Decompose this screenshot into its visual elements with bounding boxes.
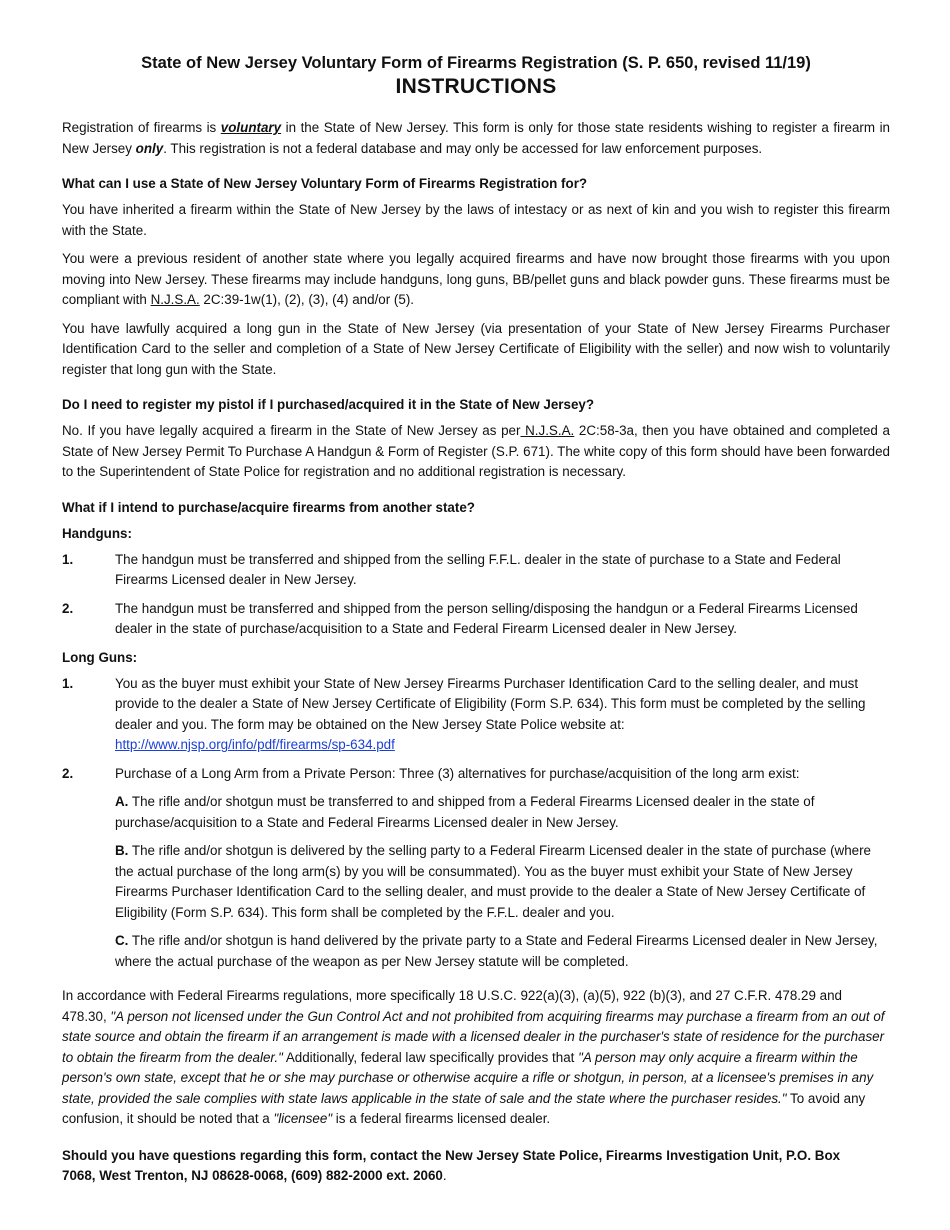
statute-reference: N.J.S.A.	[150, 292, 200, 307]
paragraph: You have lawfully acquired a long gun in the State of New Jersey (via presentation of your State of New Jersey Firearms Purchaser Identification Card to the seller and completion of a State of New Jersey Certificate of Eligibility with the seller) and now wish to voluntarily register that long gun with the State.	[62, 320, 890, 377]
list-number: 2.	[62, 765, 74, 781]
text: You as the buyer must exhibit your State of New Jersey Firearms Purchaser Identification Card to the selling dealer, and must provide to the dealer a State of New Jersey Certificate of Eligibility (Form S.P. 634). This form must be completed by the selling dealer and you. The form may be obtained on the New Jersey State Police website at:	[115, 675, 866, 732]
list-item	[62, 674, 890, 756]
list-text: Purchase of a Long Arm from a Private Person: Three (3) alternatives for purchase/acquisition of the long arm exist:	[115, 765, 800, 781]
instructions-document	[62, 52, 890, 1195]
paragraph	[62, 249, 890, 311]
alternative-label: A.	[115, 794, 129, 809]
quote: "A person may only acquire a firearm within the person's own state, except that he or she may purchase or otherwise acquire a rifle or shotgun, in person, at a licensee's premises in any state, provided the sale complies with state laws applicable in the state of sale and the state where the purchaser resides."	[62, 1049, 874, 1106]
alternative-label: C.	[115, 933, 129, 948]
text: 2C:39-1w(1), (2), (3), (4) and/or (5).	[199, 292, 415, 307]
paragraph: You have inherited a firearm within the State of New Jersey by the laws of intestacy or as next of kin and you wish to register this firearm with the State.	[62, 202, 890, 238]
text: The rifle and/or shotgun must be transferred to and shipped from a Federal Firearms Licensed dealer in the state of purchase/acquisition to a State and Federal Firearms Licensed dealer in New Jersey.	[115, 794, 815, 830]
list-number: 1.	[62, 551, 74, 567]
alternative-c	[115, 931, 890, 972]
list-text	[115, 674, 890, 756]
section-heading-other-state: What if I intend to purchase/acquire firearms from another state?	[62, 499, 475, 515]
text: No. If you have legally acquired a firearm in the State of New Jersey as per	[62, 423, 521, 438]
text: Additionally, federal law specifically provides that	[282, 1049, 579, 1065]
list-item	[62, 764, 890, 785]
list-item	[62, 550, 890, 591]
list-number: 1.	[62, 675, 74, 691]
section-heading-pistol: Do I need to register my pistol if I purchased/acquired it in the State of New Jersey?	[62, 397, 595, 412]
text: The rifle and/or shotgun is delivered by the selling party to a Federal Firearm Licensed dealer in the state of purchase (where the actual purchase of the long arm(s) by you will be consummated). You as the buyer must exhibit your State of New Jersey Firearms Purchaser Identification Card to the selling dealer, and must provide to the dealer a State of New Jersey Certificate of Eligibility (Form S.P. 634). This form shall be completed by the F.F.L. dealer and you.	[115, 843, 871, 920]
subheading-long-guns: Long Guns:	[62, 649, 138, 665]
federal-regulations-paragraph	[62, 986, 890, 1130]
paragraph	[62, 421, 890, 483]
quote: "A person not licensed under the Gun Control Act and not prohibited from acquiring firearms may purchase a firearm from an out of state source and obtain the firearm if an arrangement is made with a licensed dealer in the purchaser's state of residence for the purchaser to obtain the firearm from the dealer."	[62, 1008, 885, 1065]
emphasis-only: only	[135, 140, 164, 156]
text: You were a previous resident of another state where you legally acquired firearms and have now brought those firearms with you upon moving into New Jersey. These firearms may include handguns, long guns, BB/pellet guns and black powder guns. These firearms must be compliant with	[62, 251, 890, 307]
subheading-handguns: Handguns:	[62, 525, 132, 541]
text: 2C:58-3a, then you have obtained and completed a State of New Jersey Permit To Purchase A Handgun & Form of Register (S.P. 671). The white copy of this form should have been forwarded to the Superintendent of State Police for registration and no additional registration is necessary.	[62, 423, 890, 479]
section-heading-uses: What can I use a State of New Jersey Voluntary Form of Firearms Registration for?	[62, 176, 588, 191]
text: The rifle and/or shotgun is hand delivered by the private party to a State and Federal Firearms Licensed dealer in New Jersey, where the actual purchase of the weapon as per New Jersey statute will be completed.	[115, 933, 878, 969]
intro-paragraph	[62, 118, 890, 159]
text: in the State of New Jersey. This form is only for those state residents wishing to register a firearm in New Jersey	[62, 120, 891, 156]
sp-634-link[interactable]: http://www.njsp.org/info/pdf/firearms/sp-634.pdf	[115, 737, 395, 752]
alternative-b	[115, 841, 890, 923]
list-text: The handgun must be transferred and shipped from the person selling/disposing the handgun or a Federal Firearms Licensed dealer in the state of purchase/acquisition to a State and Federal Firearm Licensed dealer in New Jersey.	[115, 600, 858, 636]
text: Registration of firearms is	[62, 120, 221, 135]
contact-text: Should you have questions regarding this form, contact the New Jersey State Police, Firearms Investigation Unit, P.O. Box 7068, West Trenton, NJ 08628-0068, (609) 882-2000 ext. 2060	[62, 1147, 841, 1183]
emphasis-voluntary: voluntary	[220, 120, 282, 135]
text: . This registration is not a federal database and may only be accessed for law enforcement purposes.	[163, 140, 763, 156]
quote: "licensee"	[273, 1111, 333, 1126]
statute-reference: N.J.S.A.	[520, 423, 575, 438]
text: To avoid any confusion, it should be noted that a	[62, 1090, 866, 1126]
text: is a federal firearms licensed dealer.	[332, 1111, 551, 1126]
document-subtitle: INSTRUCTIONS	[395, 75, 557, 98]
alternative-a	[115, 792, 890, 833]
text: .	[442, 1168, 447, 1183]
text: In accordance with Federal Firearms regulations, more specifically 18 U.S.C. 922(a)(3), (a)(5), 922 (b)(3), and 27 C.F.R. 478.29 and 478.30,	[62, 988, 842, 1024]
alternative-label: B.	[115, 843, 129, 858]
contact-paragraph	[62, 1146, 890, 1187]
list-item	[62, 599, 890, 640]
list-number: 2.	[62, 600, 74, 616]
list-text: The handgun must be transferred and shipped from the selling F.F.L. dealer in the state of purchase to a State and Federal Firearms Licensed dealer in New Jersey.	[115, 551, 841, 587]
document-title: State of New Jersey Voluntary Form of Firearms Registration (S. P. 650, revised 11/19)	[141, 54, 811, 72]
